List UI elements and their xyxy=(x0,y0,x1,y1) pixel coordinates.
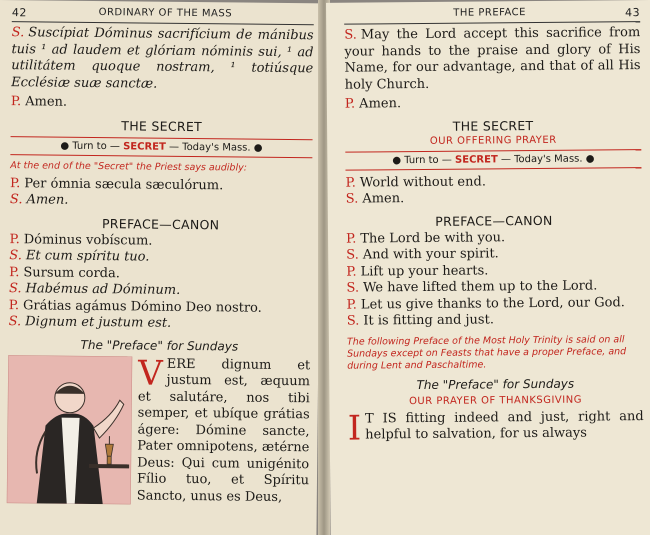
speaker-label: P. xyxy=(346,297,357,313)
line-text: Let us give thanks to the Lord, our God. xyxy=(360,294,625,313)
right-rubric: The following Preface of the Most Holy Trinity is said on all Sundays except on Feasts that have a proper Preface, and during Lent and Paschaltime. xyxy=(346,333,627,372)
line-text: Sursum corda. xyxy=(23,264,121,281)
speaker-label: S. xyxy=(9,248,22,264)
right-preface-lines xyxy=(346,229,643,331)
speaker-label: S. xyxy=(346,247,359,263)
line-text: Per ómnia sæcula sæculórum. xyxy=(24,175,224,193)
right-amen: P. Amen. xyxy=(344,96,402,112)
right-sundays-heading: The "Preface" for Sundays xyxy=(416,376,575,392)
it-is-fitting-text: I T IS fitting indeed and just, right and helpful to salvation, for us always xyxy=(347,408,644,449)
right-secret-heading: THE SECRET xyxy=(452,117,534,134)
right-preface-heading: PREFACE—CANON xyxy=(435,212,553,229)
line-text: Dignum et justum est. xyxy=(25,314,172,331)
speaker-label: S. xyxy=(9,192,23,208)
speaker-label: S. xyxy=(8,314,22,330)
right-running-title: THE PREFACE xyxy=(453,7,527,19)
offering-heading: OUR OFFERING PRAYER xyxy=(429,134,557,147)
right-running-head xyxy=(344,6,640,25)
left-amen: P. Amen. xyxy=(10,94,68,110)
right-page-number: 43 xyxy=(625,6,641,20)
speaker-label: P. xyxy=(8,297,20,313)
speaker-label: P. xyxy=(345,175,356,191)
right-turn-bar: ● Turn to — SECRET — Today's Mass. ● xyxy=(345,149,641,171)
speaker-label: S. xyxy=(346,313,360,329)
suscipiat-prayer: S. Suscípiat Dóminus sacrifícium de mánibus tuis ¹ ad laudem et glóriam nóminis sui, ¹ ad utilitátem quoque nostram, ¹ totiúsque Ecclésiæ suæ sanctæ. xyxy=(11,25,314,92)
right-exchange xyxy=(346,173,642,209)
left-turn-bar: ● Turn to — SECRET — Today's Mass. ● xyxy=(10,136,312,158)
priest-illustration xyxy=(7,355,133,504)
speaker-label: P. xyxy=(10,175,21,191)
line-text: Dóminus vobíscum. xyxy=(23,231,153,249)
speaker-label: S. xyxy=(346,280,360,296)
left-sundays-heading: The "Preface" for Sundays xyxy=(80,337,239,354)
left-page-number: 42 xyxy=(11,6,27,20)
line-text: It is fitting and just. xyxy=(363,312,495,329)
speaker-label: P. xyxy=(346,264,357,280)
thanksgiving-heading: OUR PRAYER OF THANKSGIVING xyxy=(408,394,582,407)
left-preface-lines xyxy=(9,232,312,334)
left-rubric: At the end of the "Secret" the Priest says audibly: xyxy=(10,159,248,174)
vere-dignum-text: VERE dignum et justum est, æquum et salutáre, nos tibi semper, et ubíque grátias ágere: Dómine sancte, Pater omnipotens, ætérne Deus: Qui cum unigénito Fílio tuo, et Spíritu Sancto, unus es Deus, xyxy=(136,352,311,505)
dialogue-line xyxy=(10,192,312,212)
speaker-label: P. xyxy=(9,231,20,247)
line-text: World without end. xyxy=(359,173,486,191)
line-text: And with your spirit. xyxy=(362,246,499,263)
left-running-head xyxy=(12,6,314,25)
line-text: Amen. xyxy=(362,191,405,207)
line-text: Lift up your hearts. xyxy=(360,262,489,280)
dialogue-line xyxy=(347,311,643,330)
dialogue-line xyxy=(347,295,643,314)
right-page xyxy=(326,0,650,535)
speaker-label: P. xyxy=(9,264,20,280)
line-text: Habémus ad Dóminum. xyxy=(25,281,181,298)
line-text: Et cum spíritu tuo. xyxy=(25,248,150,265)
dialogue-line xyxy=(346,189,642,208)
line-text: We have lifted them up to the Lord. xyxy=(363,278,598,296)
may-the-lord-prayer: S. May the Lord accept this sacrifice from your hands to the praise and glory of His Name, for our advantage, and that of all His holy Church. xyxy=(344,25,641,93)
line-text: Amen. xyxy=(26,192,69,208)
left-page xyxy=(0,0,322,535)
line-text: The Lord be with you. xyxy=(360,229,506,247)
speaker-label: S. xyxy=(345,191,359,207)
left-running-title: ORDINARY OF THE MASS xyxy=(98,7,233,20)
speaker-label: P. xyxy=(346,231,357,247)
line-text: Grátias agámus Dómino Deo nostro. xyxy=(22,297,262,316)
speaker-label: S. xyxy=(8,281,22,297)
left-preface-heading: PREFACE—CANON xyxy=(101,215,220,232)
left-exchange xyxy=(10,176,312,212)
left-secret-heading: THE SECRET xyxy=(121,117,203,134)
dialogue-line xyxy=(9,314,311,334)
